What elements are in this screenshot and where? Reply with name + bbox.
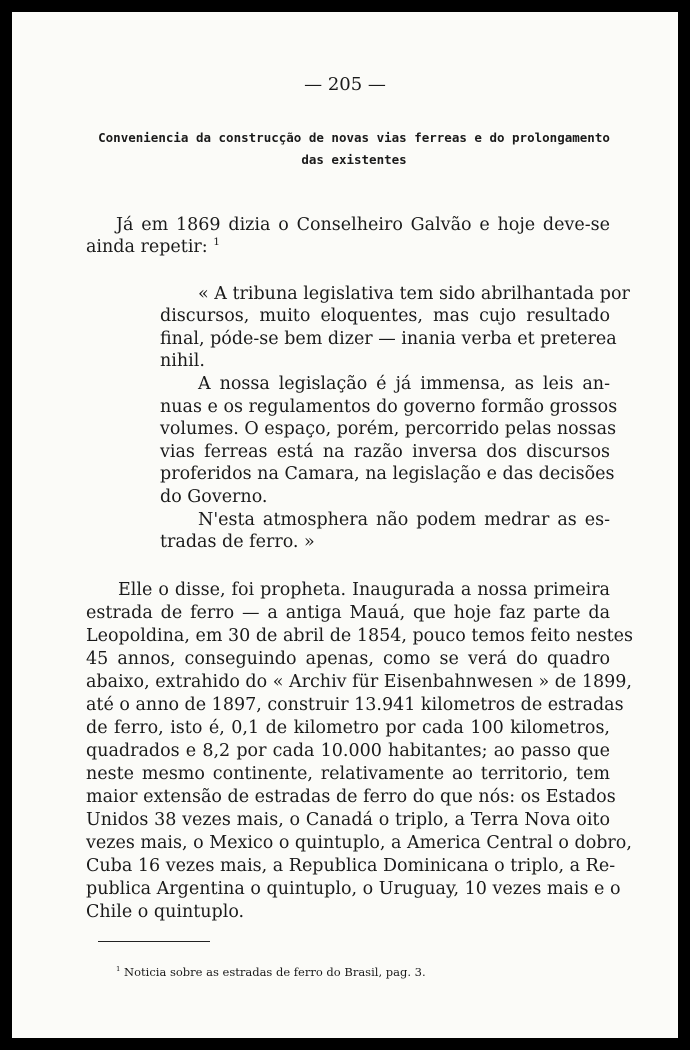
paragraph-line: vezes mais, o Mexico o quintuplo, a America Central o dobro, xyxy=(86,833,632,853)
paragraph-line: quadrados e 8,2 por cada 10.000 habitantes; ao passo que xyxy=(86,741,610,761)
paragraph-line: neste mesmo continente, relativamente ao territorio, tem xyxy=(86,764,610,784)
quote-line: volumes. O espaço, porém, percorrido pelas nossas xyxy=(160,419,617,439)
paragraph-line: Chile o quintuplo. xyxy=(86,902,245,922)
footnote xyxy=(116,965,426,979)
paragraph-line: abaixo, extrahido do « Archiv für Eisenbahnwesen » de 1899, xyxy=(86,672,632,692)
quote-line: proferidos na Camara, na legislação e das decisões xyxy=(160,464,615,484)
quote-line: nuas e os regulamentos do governo formão grossos xyxy=(160,397,618,417)
quote-line: do Governo. xyxy=(160,487,268,507)
quote-line: « A tribuna legislativa tem sido abrilhantada por xyxy=(198,284,630,304)
quote-line: N'esta atmosphera não podem medrar as es- xyxy=(198,510,610,530)
paragraph-line: até o anno de 1897, construir 13.941 kilometros de estradas xyxy=(86,695,624,715)
quote-line: final, póde-se bem dizer — inania verba et preterea xyxy=(160,329,617,349)
page-number: — 205 — xyxy=(304,74,386,95)
footnote-text: Noticia sobre as estradas de ferro do Brasil, pag. 3. xyxy=(124,965,426,979)
paragraph-line: Leopoldina, em 30 de abril de 1854, pouco temos feito nestes xyxy=(86,626,633,646)
quote-line: tradas de ferro. » xyxy=(160,532,315,552)
quote-line: vias ferreas está na razão inversa dos discursos xyxy=(160,442,610,462)
section-heading-line-1: Conveniencia da construcção de novas vias ferreas e do prolongamento xyxy=(98,130,610,145)
paragraph-line: publica Argentina o quintuplo, o Uruguay, 10 vezes mais e o xyxy=(86,879,621,899)
quote-line: discursos, muito eloquentes, mas cujo resultado xyxy=(160,306,610,326)
paragraph-line: estrada de ferro — a antiga Mauá, que hoje faz parte da xyxy=(86,603,610,623)
footnote-rule xyxy=(98,941,210,942)
paragraph-line: 45 annos, conseguindo apenas, como se verá do quadro xyxy=(86,649,610,669)
section-heading-line-2: das existentes xyxy=(301,152,407,167)
paragraph-line: maior extensão de estradas de ferro do que nós: os Estados xyxy=(86,787,616,807)
quote-line: A nossa legislação é já immensa, as leis an- xyxy=(198,374,610,394)
footnote-reference: 1 xyxy=(213,236,220,249)
intro-text: ainda repetir: xyxy=(86,237,208,257)
paragraph-line: Elle o disse, foi propheta. Inaugurada a nossa primeira xyxy=(118,580,610,600)
footnote-marker: 1 xyxy=(116,965,121,974)
paragraph-line: Unidos 38 vezes mais, o Canadá o triplo, a Terra Nova oito xyxy=(86,810,610,830)
paragraph-line: Cuba 16 vezes mais, a Republica Dominicana o triplo, a Re- xyxy=(86,856,616,876)
intro-line-2 xyxy=(86,236,610,258)
book-page xyxy=(12,12,678,1038)
quote-line: nihil. xyxy=(160,351,205,371)
intro-line-1: Já em 1869 dizia o Conselheiro Galvão e hoje deve-se xyxy=(116,215,610,235)
paragraph-line: de ferro, isto é, 0,1 de kilometro por cada 100 kilometros, xyxy=(86,718,610,738)
